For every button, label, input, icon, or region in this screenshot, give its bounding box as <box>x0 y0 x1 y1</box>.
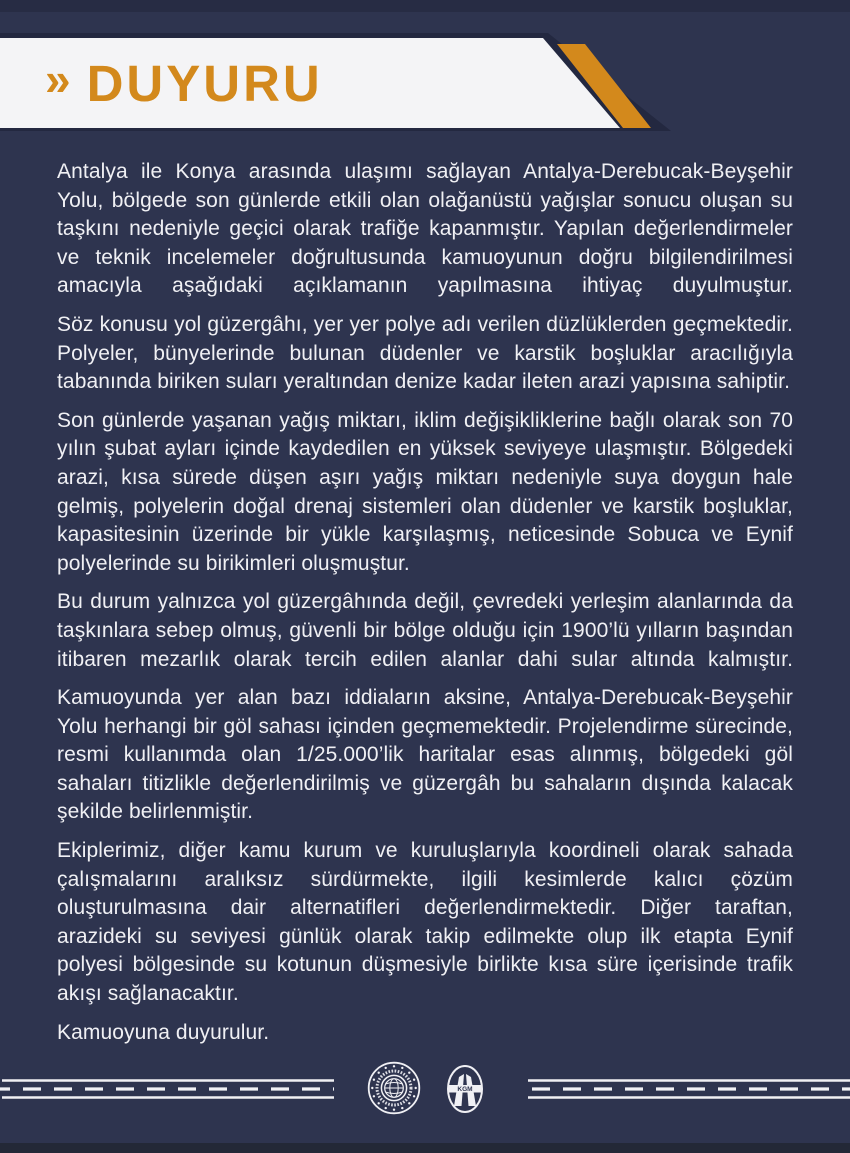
bottom-edge-shade <box>0 1143 850 1153</box>
paragraph: Antalya ile Konya arasında ulaşımı sağlayan Antalya-Derebucak-Beyşehir Yolu, bölgede son günlerde etkili olan olağanüstü yağışlar sonucu oluşan su taşkını nedeniyle geçici olarak trafiğe kapanmıştır. Yapılan değerlendirmeler ve teknik incelemeler doğrultusunda kamuoyunun doğru bilgilendirilmesi amacıyla aşağıdaki açıklamanın yapılmasına ihtiyaç duyulmuştur. <box>57 160 793 298</box>
paragraph: Söz konusu yol güzergâhı, yer yer polye adı verilen düzlüklerden geçmektedir. Polyeler, bünyelerinde bulunan düdenler ve karstik boşluklar aracılığıyla tabanında biriken suları yeraltından denize kadar ileten arazi yapısına sahiptir. <box>57 312 793 394</box>
banner-title-row <box>45 37 323 129</box>
road-marking-right <box>528 1077 850 1101</box>
paragraph: Kamuoyunda yer alan bazı iddiaların aksine, Antalya-Derebucak-Beyşehir Yolu herhangi bir göl sahası içinden geçmemektedir. Projelendirme sürecinde, resmi kullanımda olan 1/25.000’lik haritalar esas alınmış, bölgedeki göl sahaları titizlikle değerlendirilmiş ve güzergâh bu sahaların dışında kalacak şekilde belirlenmiştir. <box>57 686 793 824</box>
road-marking-left <box>0 1077 334 1101</box>
paragraph: Bu durum yalnızca yol güzergâhında değil, çevredeki yerleşim alanlarında da taşkınlara sebep olmuş, güvenli bir bölge olduğu için 1900’lü yılların başından itibaren mezarlık olarak tercih edilen alanlar dahi sular altında kalmıştır. <box>57 590 793 671</box>
page-title: DUYURU <box>86 54 323 112</box>
kgm-highways-logo <box>446 1064 484 1114</box>
paragraph: Son günlerde yaşanan yağış miktarı, iklim değişikliklerine bağlı olarak son 70 yılın şubat ayları içinde kaydedilen en yüksek seviyeye ulaşmıştır. Bölgedeki arazi, kısa sürede düşen aşırı yağış miktarı nedeniyle suya doygun hale gelmiş, polyelerin doğal drenaj sistemleri olan düdenler ve karstik boşluklar, kapasitesinin üzerinde bir yükle karşılaşmış, neticesinde Sobuca ve Eynif polyelerinde su birikimleri oluşmuştur. <box>57 408 793 575</box>
double-chevron-icon: » <box>45 53 69 105</box>
ministry-seal-logo <box>367 1061 421 1115</box>
paragraph: Ekiplerimiz, diğer kamu kurum ve kuruluşlarıyla koordineli olarak sahada çalışmalarını aralıksız sürdürmekte, ilgili kesimlerde kalıcı çözüm oluşturulmasına dair alternatifleri değerlendirmektedir. Diğer taraftan, arazideki su seviyesi günlük olarak takip edilmekte olup ilk etapta Eynif polyesi bölgesinde su kotunun düşmesiyle birlikte kısa süre içerisinde trafik akışı sağlanacaktır. <box>57 839 793 1006</box>
closing-line: Kamuoyuna duyurulur. <box>57 1020 270 1044</box>
announcement-body <box>57 158 793 1057</box>
kgm-label: KGM <box>457 1086 473 1093</box>
